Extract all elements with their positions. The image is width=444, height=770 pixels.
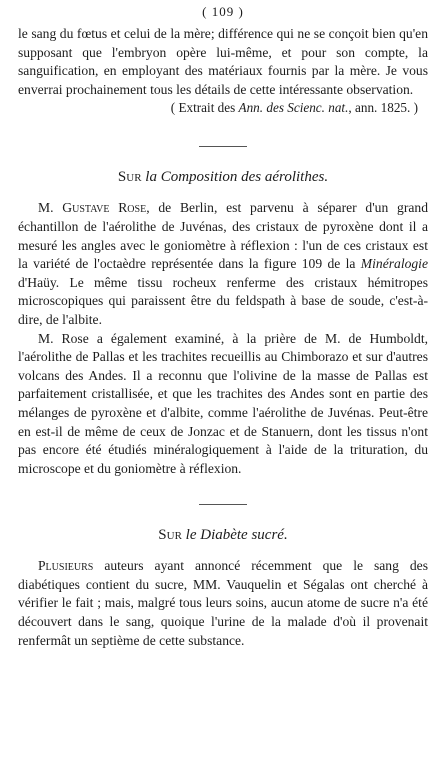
aerolithes-paragraph-2: M. Rose a également examiné, à la prière de M. de Humboldt, l'aérolithe de Pallas et les trachites recueillis au Chimborazo et sur d'autres volcans des Andes. Il a reconnu que l'olivine de la masse de Pallas est parfaitement cristallisée, et que les trachites des Andes sont en partie des mélanges de pyroxène et d'albite, comme l'aérolithe de Juvénas. Peut-être en est-il de même de ceux de Jonzac et de Stanuern, dont les tissus n'ont pas encore été étudiés minéralogiquement à l'aide de la trituration, du microscope et du goniomètre à réflexion. <box>18 330 428 476</box>
source-prefix: ( Extrait des <box>170 100 239 116</box>
section-title-text: le Diabète sucré. <box>185 527 288 544</box>
source-journal: Ann. des Scienc. nat. <box>238 100 349 116</box>
diabete-paragraph-1 <box>18 557 428 650</box>
paragraph-text-a: , de Berlin, est parvenu à séparer d'un grand échantillon de l'aérolithe de Juvénas, des cristaux de pyroxène dont il a mesuré les angles avec le goniomètre à réflexion : l'un de ces cristaux est la variété de l'octaèdre représentée dans la figure 109 de la <box>18 200 429 272</box>
section-title-text: la Composition des aérolithes. <box>145 169 329 186</box>
book-page <box>18 4 428 650</box>
section-divider <box>199 146 247 147</box>
first-word: Plusieurs <box>38 558 94 574</box>
page-number: ( 109 ) <box>202 4 244 19</box>
intro-paragraph: le sang du fœtus et celui de la mère; différence qui ne se conçoit bien qu'en supposant que l'embryon opère lui-même, et pour son compte, la sanguification, en employant des matériaux fournis par la mère. Je vous enverrai prochainement tous les détails de cette intéressante observation. <box>18 26 428 97</box>
paragraph-text-b: d'Haüy. Le même tissu rocheux renferme des cristaux hémitropes microscopiques qui paraissent être du feldspath à base de soude, c'est-à-dire, de l'albite. <box>18 274 428 327</box>
paragraph-prefix: M. <box>38 200 63 216</box>
aerolithes-paragraph-1 <box>18 199 428 329</box>
work-title: Minéralogie <box>360 256 428 272</box>
author-name: Gustave Rose <box>62 200 147 216</box>
source-citation <box>18 99 428 117</box>
paragraph-text: auteurs ayant annoncé récemment que le sang des diabétiques contient du sucre, MM. Vauquelin et Ségalas ont cherché à vérifier le fait ; mais, malgré tous leurs soins, aucun atome de sucre n'a été découvert dans le sang, quoique l'urine de la malade d'où il provenait renfermât un septième de cette substance. <box>18 558 428 648</box>
section-divider <box>199 504 247 505</box>
section-title-sur: Sur <box>158 527 182 544</box>
section-title-diabete <box>18 525 428 545</box>
section-title-aerolithes <box>18 167 428 187</box>
source-suffix: , ann. 1825. ) <box>348 100 418 116</box>
section-title-sur: Sur <box>117 169 142 186</box>
